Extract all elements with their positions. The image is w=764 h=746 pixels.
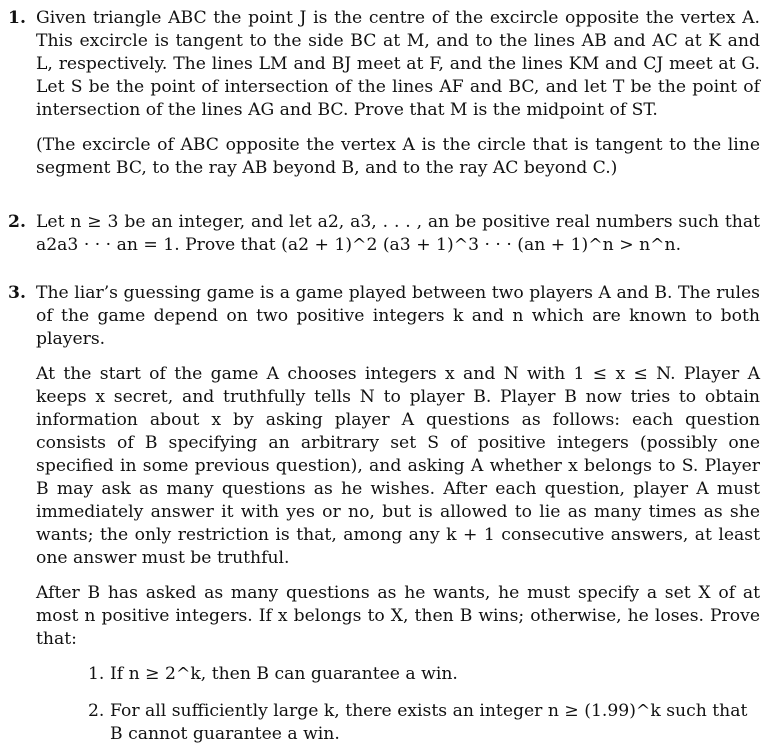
- subitem-text: For all sufficiently large k, there exists an integer n ≥ (1.99)^k such that B cannot guarantee a win.: [110, 701, 748, 744]
- problem-paragraph: At the start of the game A chooses integers x and N with 1 ≤ x ≤ N. Player A keeps x secret, and truthfully tells N to player B. Player B now tries to obtain information about x by asking player A questions as follows: each question consists of B specifying an arbitrary set S of positive integers (possibly one specified in some previous question), and asking A whether x belongs to S. Player B may ask as many questions as he wishes. After each question, player A must immediately answer it with yes or no, but is allowed to lie as many times as she wants; the only restriction is that, among any k + 1 consecutive answers, at least one answer must be truthful.: [36, 364, 760, 568]
- subitem-text: If n ≥ 2^k, then B can guarantee a win.: [110, 664, 458, 684]
- problem-number: 1.: [8, 8, 26, 28]
- problem-paragraph: Given triangle ABC the point J is the centre of the excircle opposite the vertex A. This excircle is tangent to the side BC at M, and to the lines AB and AC at K and L, respectively. The lines LM and BJ meet at F, and the lines KM and CJ meet at G. Let S be the point of intersection of the lines AF and BC, and let T be the point of intersection of the lines AG and BC. Prove that M is the midpoint of ST.: [36, 8, 760, 120]
- subitem-number: 1.: [88, 664, 105, 684]
- subitem-list: [88, 663, 760, 746]
- problem-paragraph: The liar’s guessing game is a game played between two players A and B. The rules of the game depend on two positive integers k and n which are known to both players.: [36, 283, 760, 349]
- problem-number: 3.: [8, 283, 26, 303]
- problem-paragraph: After B has asked as many questions as he wants, he must specify a set X of at most n positive integers. If x belongs to X, then B wins; otherwise, he loses. Prove that:: [36, 583, 760, 649]
- list-item: [88, 700, 760, 746]
- problem-paragraph: Let n ≥ 3 be an integer, and let a2, a3, . . . , an be positive real numbers such that a2a3 · · · an = 1. Prove that (a2 + 1)^2 (a3 + 1)^3 · · · (an + 1)^n > n^n.: [36, 212, 760, 255]
- list-item: [88, 663, 760, 686]
- subitem-number: 2.: [88, 701, 105, 721]
- problem-3: [0, 282, 760, 746]
- problem-1: [0, 7, 760, 180]
- problem-number: 2.: [8, 212, 26, 232]
- problem-note: (The excircle of ABC opposite the vertex A is the circle that is tangent to the line segment BC, to the ray AB beyond B, and to the ray AC beyond C.): [36, 135, 760, 178]
- problem-2: [0, 211, 760, 257]
